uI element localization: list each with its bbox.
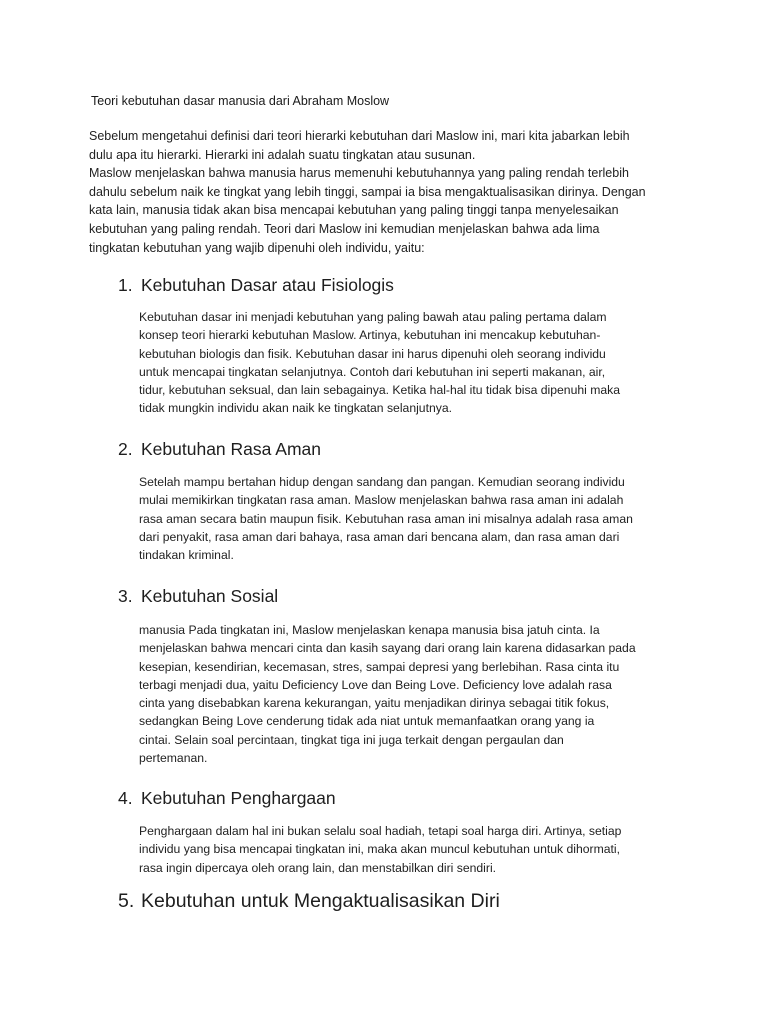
- body-line: cintai. Selain soal percintaan, tingkat tiga ini juga terkait dengan pergaulan dan: [139, 732, 564, 747]
- document-title: Teori kebutuhan dasar manusia dari Abraham Moslow: [91, 94, 390, 108]
- section-number: 2.: [118, 439, 133, 459]
- section-heading-2: [118, 438, 321, 460]
- intro-paragraph: [89, 127, 689, 257]
- body-line: Setelah mampu bertahan hidup dengan sandang dan pangan. Kemudian seorang individu: [139, 475, 625, 489]
- body-line: menjelaskan bahwa mencari cinta dan kasih sayang dari orang lain karena didasarkan pada: [139, 641, 636, 656]
- body-line: cinta yang disebabkan karena kekurangan, yaitu menjadikan dirinya sebagai titik fokus,: [139, 696, 610, 711]
- body-line: rasa ingin dipercaya oleh orang lain, dan menstabilkan diri sendiri.: [139, 860, 497, 875]
- body-line: dari penyakit, rasa aman dari bahaya, rasa aman dari bencana alam, dan rasa aman dari: [139, 529, 620, 544]
- body-line: Kebutuhan dasar ini menjadi kebutuhan yang paling bawah atau paling pertama dalam: [139, 310, 607, 324]
- body-line: tindakan kriminal.: [139, 548, 234, 563]
- body-line: terbagi menjadi dua, yaitu Deficiency Love dan Being Love. Deficiency love adalah rasa: [139, 677, 612, 692]
- intro-line: dahulu sebelum naik ke tingkat yang lebih tinggi, sampai ia bisa mengaktualisasikan dirinya. Dengan: [89, 184, 646, 199]
- body-line: individu yang bisa mencapai tingkatan ini, maka akan muncul kebutuhan untuk dihormati,: [139, 842, 621, 857]
- intro-line: kebutuhan yang paling rendah. Teori dari Maslow ini kemudian menjelaskan bahwa ada lima: [89, 221, 600, 236]
- section-number: 5.: [118, 890, 135, 912]
- intro-line: tingkatan kebutuhan yang wajib dipenuhi oleh individu, yaitu:: [89, 240, 425, 255]
- section-body-4: [139, 822, 699, 877]
- section-heading-text: Kebutuhan Dasar atau Fisiologis: [141, 275, 394, 295]
- body-line: konsep teori hierarki kebutuhan Maslow. Artinya, kebutuhan ini mencakup kebutuhan-: [139, 328, 601, 343]
- body-line: tidur, kebutuhan seksual, dan lain sebagainya. Ketika hal-hal itu tidak bisa dipenuhi maka: [139, 383, 621, 398]
- section-heading-text: Kebutuhan Rasa Aman: [141, 439, 321, 459]
- intro-line: dulu apa itu hierarki. Hierarki ini adalah suatu tingkatan atau susunan.: [89, 147, 476, 162]
- section-heading-text: Kebutuhan Penghargaan: [141, 788, 336, 808]
- section-heading-3: [118, 585, 278, 607]
- section-body-2: [139, 473, 699, 564]
- section-heading-5: [118, 889, 500, 913]
- section-number: 4.: [118, 788, 133, 808]
- body-line: mulai memikirkan tingkatan rasa aman. Maslow menjelaskan bahwa rasa aman ini adalah: [139, 493, 624, 508]
- body-line: kebutuhan biologis dan fisik. Kebutuhan dasar ini harus dipenuhi oleh seorang individu: [139, 346, 606, 361]
- body-line: sedangkan Being Love cenderung tidak ada niat untuk memanfaatkan orang yang ia: [139, 714, 595, 729]
- body-line: manusia Pada tingkatan ini, Maslow menjelaskan kenapa manusia bisa jatuh cinta. Ia: [139, 623, 600, 637]
- body-line: untuk mencapai tingkatan selanjutnya. Contoh dari kebutuhan ini seperti makanan, air,: [139, 364, 606, 379]
- section-heading-text: Kebutuhan untuk Mengaktualisasikan Diri: [141, 890, 500, 912]
- body-line: kesepian, kesendirian, kecemasan, stres, sampai depresi yang berlebihan. Rasa cinta itu: [139, 659, 620, 674]
- intro-line: kata lain, manusia tidak akan bisa mencapai kebutuhan yang paling tinggi tanpa menyelesaikan: [89, 203, 619, 218]
- body-line: tidak mungkin individu akan naik ke tingkatan selanjutnya.: [139, 401, 453, 416]
- section-heading-1: [118, 274, 394, 296]
- body-line: Penghargaan dalam hal ini bukan selalu soal hadiah, tetapi soal harga diri. Artinya, setiap: [139, 824, 622, 838]
- section-heading-4: [118, 787, 336, 809]
- section-number: 3.: [118, 586, 133, 606]
- section-body-3: [139, 621, 699, 767]
- section-body-1: [139, 308, 699, 418]
- intro-line: Sebelum mengetahui definisi dari teori hierarki kebutuhan dari Maslow ini, mari kita jabarkan lebih: [89, 129, 630, 143]
- intro-line: Maslow menjelaskan bahwa manusia harus memenuhi kebutuhannya yang paling rendah terlebih: [89, 166, 629, 181]
- body-line: pertemanan.: [139, 751, 208, 766]
- body-line: rasa aman secara batin maupun fisik. Kebutuhan rasa aman ini misalnya adalah rasa aman: [139, 511, 633, 526]
- section-number: 1.: [118, 275, 133, 295]
- section-heading-text: Kebutuhan Sosial: [141, 586, 279, 606]
